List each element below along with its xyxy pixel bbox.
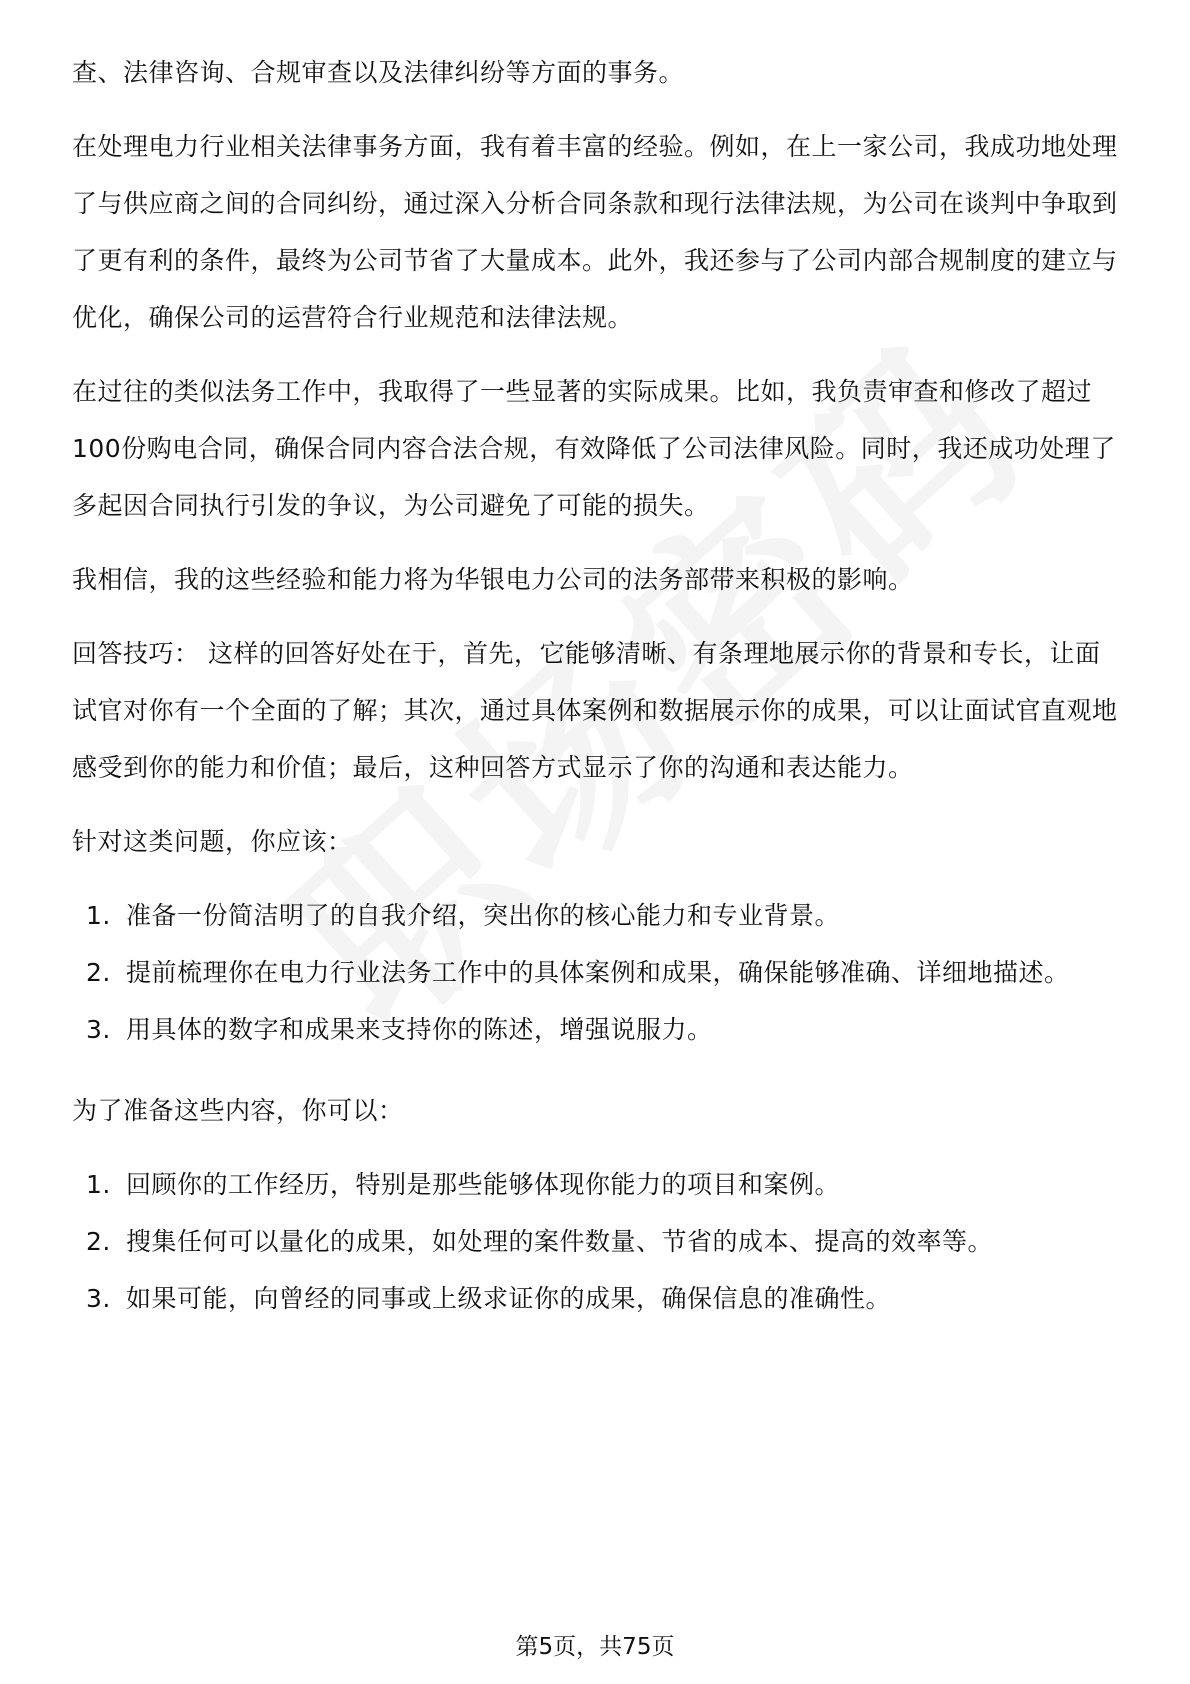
- paragraph-achievements: 在过往的类似法务工作中，我取得了一些显著的实际成果。比如，我负责审查和修改了超过100份购电合同，确保合同内容合法合规，有效降低了公司法律风险。同时，我还成功处理了多起因合同执行引发的争议，为公司避免了可能的损失。: [72, 377, 1116, 520]
- list-number: 3.: [86, 1284, 111, 1313]
- list-number: 2.: [86, 1227, 111, 1256]
- paragraph-intro-continuation: 查、法律咨询、合规审查以及法律纠纷等方面的事务。: [72, 58, 685, 87]
- paragraph-experience: 在处理电力行业相关法律事务方面，我有着丰富的经验。例如，在上一家公司，我成功地处理了与供应商之间的合同纠纷，通过深入分析合同条款和现行法律法规，为公司在谈判中争取到了更有利的条件，最终为公司节省了大量成本。此外，我还参与了公司内部合规制度的建立与优化，确保公司的运营符合行业规范和法律法规。: [72, 132, 1118, 332]
- paragraph-answer-tips: 回答技巧： 这样的回答好处在于，首先，它能够清晰、有条理地展示你的背景和专长，让面试官对你有一个全面的了解；其次，通过具体案例和数据展示你的成果，可以让面试官直观地感受到你的能力和价值；最后，这种回答方式显示了你的沟通和表达能力。: [72, 639, 1118, 782]
- list-number: 2.: [86, 958, 111, 987]
- page-number-footer: 第5页，共75页: [515, 1634, 675, 1660]
- list-number: 1.: [86, 1170, 111, 1199]
- list-item: [72, 1156, 1122, 1213]
- list-item: [72, 944, 1122, 1001]
- prepare-list: [72, 1156, 1122, 1327]
- list-item: [72, 1270, 1122, 1327]
- page-content: [72, 44, 1122, 1351]
- list-item: [72, 887, 1122, 944]
- paragraph-should-heading: 针对这类问题，你应该：: [72, 827, 353, 856]
- list-item-text: 搜集任何可以量化的成果，如处理的案件数量、节省的成本、提高的效率等。: [126, 1227, 994, 1256]
- list-item-text: 准备一份简洁明了的自我介绍，突出你的核心能力和专业背景。: [126, 901, 841, 930]
- list-number: 1.: [86, 901, 111, 930]
- list-item: [72, 1001, 1122, 1058]
- list-item-text: 如果可能，向曾经的同事或上级求证你的成果，确保信息的准确性。: [126, 1284, 892, 1313]
- paragraph-belief: 我相信，我的这些经验和能力将为华银电力公司的法务部带来积极的影响。: [72, 565, 914, 594]
- should-list: [72, 887, 1122, 1058]
- list-item-text: 用具体的数字和成果来支持你的陈述，增强说服力。: [126, 1015, 713, 1044]
- list-item-text: 回顾你的工作经历，特别是那些能够体现你能力的项目和案例。: [126, 1170, 841, 1199]
- paragraph-prepare-heading: 为了准备这些内容，你可以：: [72, 1096, 404, 1125]
- list-number: 3.: [86, 1015, 111, 1044]
- list-item-text: 提前梳理你在电力行业法务工作中的具体案例和成果，确保能够准确、详细地描述。: [126, 958, 1070, 987]
- list-item: [72, 1213, 1122, 1270]
